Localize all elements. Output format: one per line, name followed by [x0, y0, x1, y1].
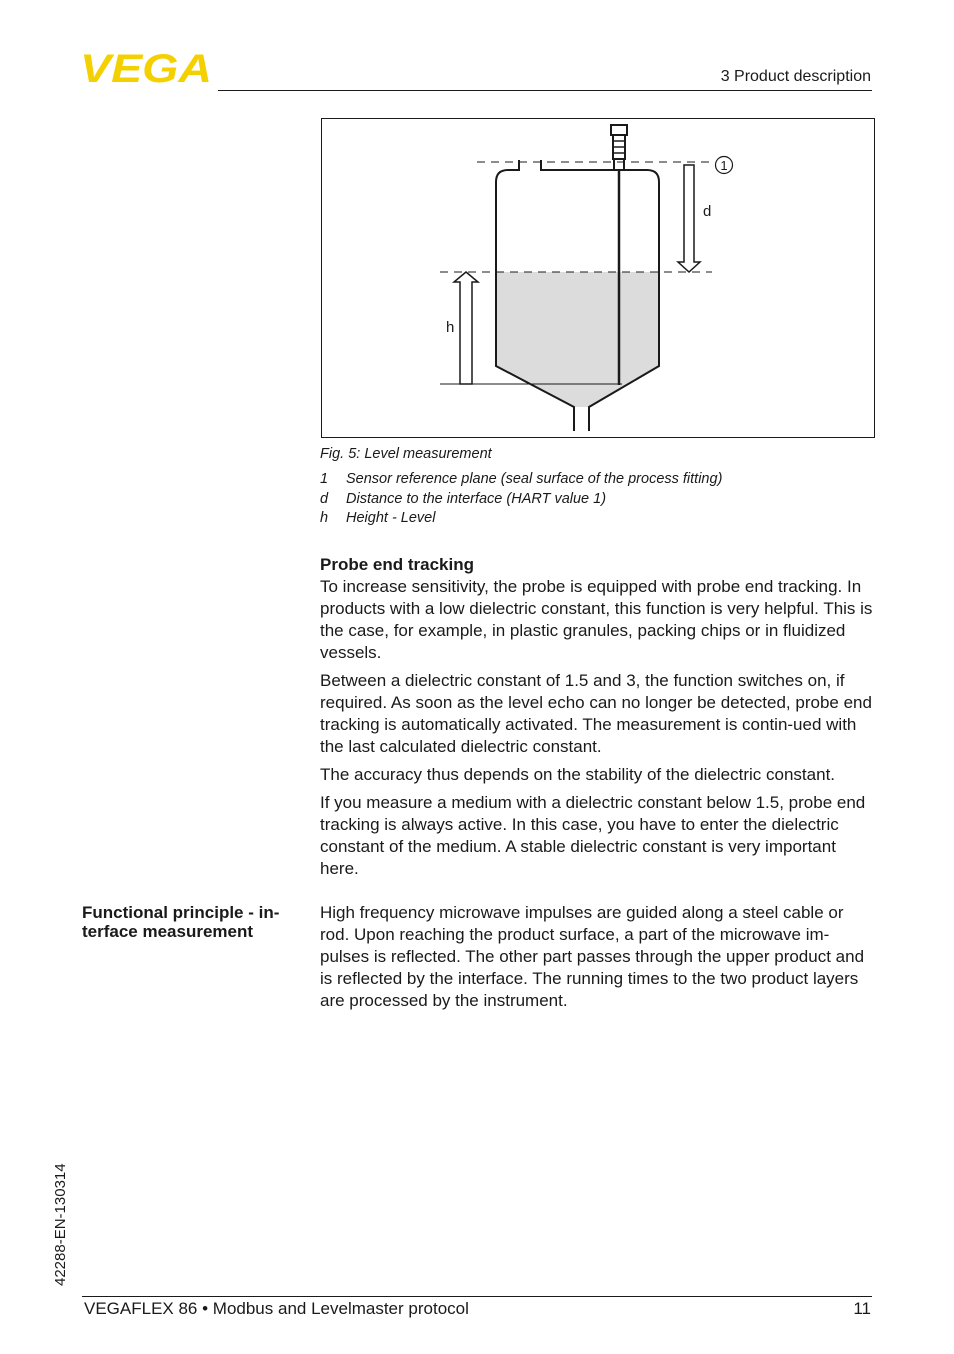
paragraph: Between a dielectric constant of 1.5 and 3, the function switches on, if required. As soon as the level echo can no longer be detected, probe end tracking is automatically activated. The measurement is contin-ued with the last calculated dielectric constant. — [320, 671, 872, 756]
interface-measurement-text — [320, 902, 876, 1012]
legend-text: Height - Level — [346, 510, 436, 526]
probe-end-tracking-section — [320, 554, 876, 880]
d-label: d — [703, 203, 712, 220]
legend-text: Distance to the interface (HART value 1) — [346, 491, 607, 507]
distance-arrow — [678, 165, 700, 272]
legend-key: h — [320, 510, 329, 526]
product-fill — [496, 272, 659, 407]
page-number: 11 — [853, 1299, 871, 1318]
probe-end-tracking-heading: Probe end tracking — [320, 555, 474, 574]
legend-text: Sensor reference plane (seal surface of the process fitting) — [346, 471, 723, 487]
footer-title: VEGAFLEX 86 • Modbus and Levelmaster protocol — [84, 1299, 469, 1318]
vega-logo-graphic — [80, 50, 215, 84]
legend-key: 1 — [320, 471, 329, 487]
document-id: 42288-EN-130314 — [52, 1163, 69, 1286]
legend-item — [320, 491, 606, 507]
level-measurement-figure — [321, 118, 875, 438]
figure-caption: Fig. 5: Level measurement — [320, 446, 492, 462]
legend-key: d — [320, 491, 329, 507]
paragraph: To increase sensitivity, the probe is equipped with probe end tracking. In products with a low dielectric constant, this function is very helpful. This is the case, for example, in plastic granules, packing chips or in fluidized vessels. — [320, 577, 873, 662]
interface-measurement-heading: Functional principle - in-terface measurement — [82, 903, 280, 941]
sensor-head — [611, 125, 627, 135]
paragraph: If you measure a medium with a dielectric constant below 1.5, probe end tracking is always active. In this case, you have to enter the dielectric constant of the medium. A stable dielectric constant is very important here. — [320, 793, 866, 878]
tank-diagram — [322, 119, 874, 437]
h-label: h — [446, 319, 455, 336]
paragraph: The accuracy thus depends on the stability of the dielectric constant. — [320, 765, 836, 784]
paragraph: High frequency microwave impulses are guided along a steel cable or rod. Upon reaching the product surface, a part of the microwave im-pulses is reflected. The other part passes through the upper product and is reflected by the interface. The running times to the two product layers are processed by the instrument. — [320, 903, 865, 1010]
height-arrow — [454, 272, 478, 384]
vega-logo — [80, 50, 215, 84]
section-title: 3 Product description — [720, 68, 871, 85]
header-divider — [218, 90, 872, 91]
legend-item — [320, 510, 435, 526]
footer-divider — [82, 1296, 872, 1297]
svg-text:VEGA: VEGA — [80, 50, 212, 84]
sensor-process-fitting — [614, 159, 624, 170]
marker-1-label: 1 — [720, 158, 728, 173]
legend-item — [320, 471, 722, 487]
